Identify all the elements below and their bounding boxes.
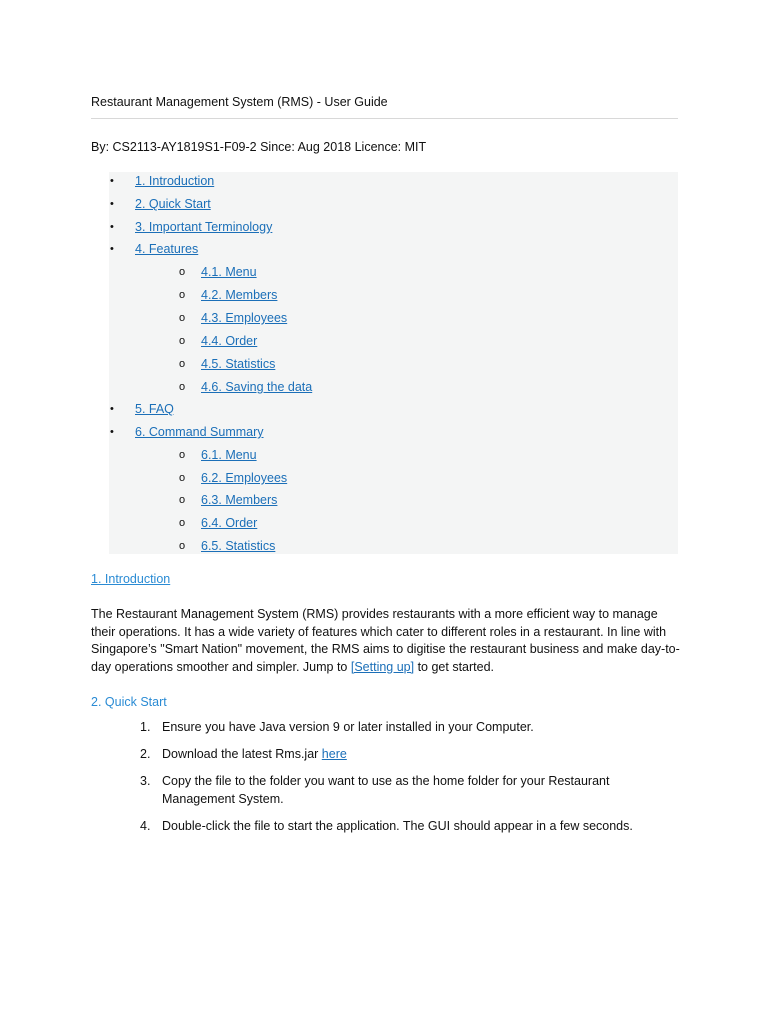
setting-up-link[interactable]: [Setting up]	[350, 659, 415, 674]
document-byline: By: CS2113-AY1819S1-F09-2 Since: Aug 2018 Licence: MIT	[91, 140, 427, 154]
circle-bullet-icon: o	[179, 266, 186, 278]
step-number: 2.	[140, 747, 151, 761]
introduction-heading[interactable]: 1. Introduction	[91, 572, 171, 586]
toc-link[interactable]: 6.5. Statistics	[201, 539, 276, 553]
circle-bullet-icon: o	[179, 449, 186, 461]
toc-link[interactable]: 4.5. Statistics	[201, 357, 276, 371]
step-text: Copy the file to the folder you want to use as the home folder for your Restaurant Management System.	[162, 774, 610, 806]
toc-link[interactable]: 1. Introduction	[135, 174, 215, 188]
toc-link[interactable]: 4.2. Members	[201, 288, 278, 302]
download-here-link[interactable]: here	[321, 747, 347, 761]
bullet-icon: •	[110, 426, 114, 438]
circle-bullet-icon: o	[179, 289, 186, 301]
step-text: Ensure you have Java version 9 or later installed in your Computer.	[162, 720, 534, 734]
bullet-icon: •	[110, 175, 114, 187]
introduction-text: The Restaurant Management System (RMS) provides restaurants with a more efficient way to manage their operations. It has a wide variety of features which cater to different roles in a restaurant. In line with Singapore’s "Smart Nation" movement, the RMS aims to digitise the restaurant business and make day-to-day operations smoother and simpler. Jump to	[91, 607, 680, 674]
circle-bullet-icon: o	[179, 494, 186, 506]
step-number: 3.	[140, 774, 151, 788]
toc-link[interactable]: 5. FAQ	[135, 402, 174, 416]
quick-start-heading: 2. Quick Start	[91, 695, 167, 709]
title-divider	[91, 118, 678, 119]
circle-bullet-icon: o	[179, 335, 186, 347]
step-text: Double-click the file to start the application. The GUI should appear in a few seconds.	[162, 819, 633, 833]
step-number: 4.	[140, 819, 151, 833]
circle-bullet-icon: o	[179, 517, 186, 529]
step-text-container	[162, 746, 662, 764]
bullet-icon: •	[110, 243, 114, 255]
toc-link[interactable]: 6.3. Members	[201, 493, 278, 507]
toc-link[interactable]: 6.2. Employees	[201, 471, 288, 485]
step-text: Download the latest Rms.jar	[162, 747, 322, 761]
bullet-icon: •	[110, 221, 114, 233]
toc-link[interactable]: 4.6. Saving the data	[201, 380, 313, 394]
toc-link[interactable]: 4.1. Menu	[201, 265, 257, 279]
bullet-icon: •	[110, 198, 114, 210]
circle-bullet-icon: o	[179, 358, 186, 370]
circle-bullet-icon: o	[179, 540, 186, 552]
toc-link[interactable]: 6. Command Summary	[135, 425, 264, 439]
introduction-paragraph	[91, 606, 681, 676]
circle-bullet-icon: o	[179, 312, 186, 324]
step-number: 1.	[140, 720, 151, 734]
circle-bullet-icon: o	[179, 472, 186, 484]
introduction-text-end: to get started.	[414, 659, 495, 674]
toc-link[interactable]: 4.4. Order	[201, 334, 258, 348]
toc-link[interactable]: 3. Important Terminology	[135, 220, 273, 234]
bullet-icon: •	[110, 403, 114, 415]
circle-bullet-icon: o	[179, 381, 186, 393]
toc-link[interactable]: 6.1. Menu	[201, 448, 257, 462]
toc-link[interactable]: 4.3. Employees	[201, 311, 288, 325]
toc-link[interactable]: 4. Features	[135, 242, 199, 256]
toc-link[interactable]: 2. Quick Start	[135, 197, 211, 211]
document-title: Restaurant Management System (RMS) - User Guide	[91, 95, 388, 109]
toc-link[interactable]: 6.4. Order	[201, 516, 258, 530]
